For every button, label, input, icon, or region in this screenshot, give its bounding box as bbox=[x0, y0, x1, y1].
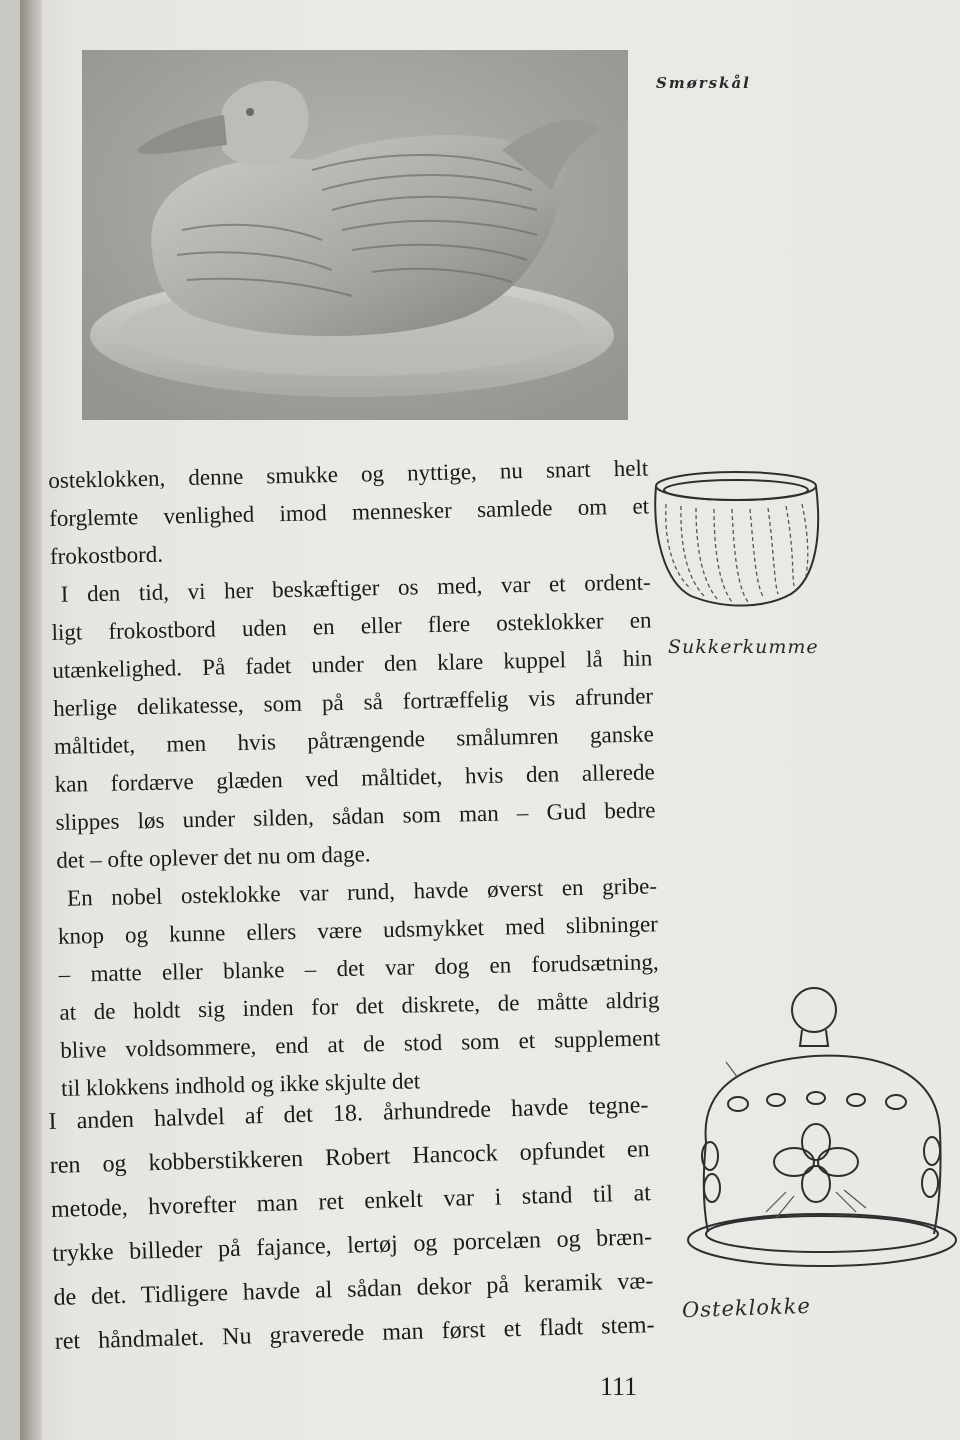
sugar-bowl-drawing bbox=[646, 464, 826, 624]
cheese-cloche-drawing bbox=[676, 982, 960, 1282]
text-line: metode, hvorefter man ret enkelt var i stand til at bbox=[50, 1180, 652, 1223]
text-line: I anden halvdel af det 18. århundrede havde tegne- bbox=[48, 1092, 649, 1135]
caption-cheese-cloche: Osteklokke bbox=[681, 1293, 812, 1323]
text-line: En nobel osteklokke var rund, havde øverst en gribe- bbox=[66, 873, 658, 911]
text-line: slippes løs under silden, sådan som man – Gud bedre bbox=[55, 797, 656, 835]
body-text-lower bbox=[48, 1083, 655, 1364]
text-line: herlige delikatesse, som på så fortræffelig vis afrunder bbox=[52, 683, 654, 721]
text-line: – matte eller blanke – det var dog en forudsætning, bbox=[58, 949, 659, 987]
text-line: ren og kobberstikkeren Robert Hancock opfundet en bbox=[49, 1136, 650, 1179]
caption-butter-dish: Smørskål bbox=[656, 74, 751, 92]
text-line: de det. Tidligere havde al sådan dekor på keramik væ- bbox=[53, 1268, 654, 1311]
page-number: 111 bbox=[600, 1372, 638, 1401]
book-spine bbox=[20, 0, 42, 1440]
text-line: utænkelighed. På fadet under den klare kuppel lå hin bbox=[52, 645, 653, 683]
text-line: til klokkens indhold og ikke skjulte det bbox=[60, 1068, 421, 1101]
text-line: at de holdt sig inden for det diskrete, de måtte aldrig bbox=[59, 987, 660, 1025]
text-line: frokostbord. bbox=[49, 541, 164, 569]
book-page bbox=[20, 0, 960, 1440]
text-line: kan fordærve glæden ved måltidet, hvis den allerede bbox=[54, 759, 655, 797]
body-text-upper bbox=[48, 449, 661, 1107]
caption-sugar-bowl: Sukkerkumme bbox=[668, 636, 819, 658]
text-line: I den tid, vi her beskæftiger os med, var et ordent- bbox=[60, 569, 651, 607]
text-line: osteklokken, denne smukke og nyttige, nu snart helt bbox=[48, 455, 649, 493]
text-line: knop og kunne ellers være udsmykket med slibninger bbox=[57, 911, 659, 949]
text-line: trykke billeder på fajance, lertøj og porcelæn og bræn- bbox=[51, 1224, 653, 1267]
text-line: ligt frokostbord uden en eller flere osteklokker en bbox=[51, 607, 652, 645]
text-line: det – ofte oplever det nu om dage. bbox=[56, 841, 371, 873]
duck-butter-dish-photo bbox=[82, 50, 628, 420]
text-line: blive voldsommere, end at de stod som et supplement bbox=[60, 1025, 661, 1063]
text-line: måltidet, men hvis påtrængende smålumren ganske bbox=[53, 721, 655, 759]
text-line: ret håndmalet. Nu graverede man først et fladt stem- bbox=[54, 1312, 655, 1355]
text-line: forglemte venlighed imod mennesker samlede om et bbox=[48, 493, 650, 531]
